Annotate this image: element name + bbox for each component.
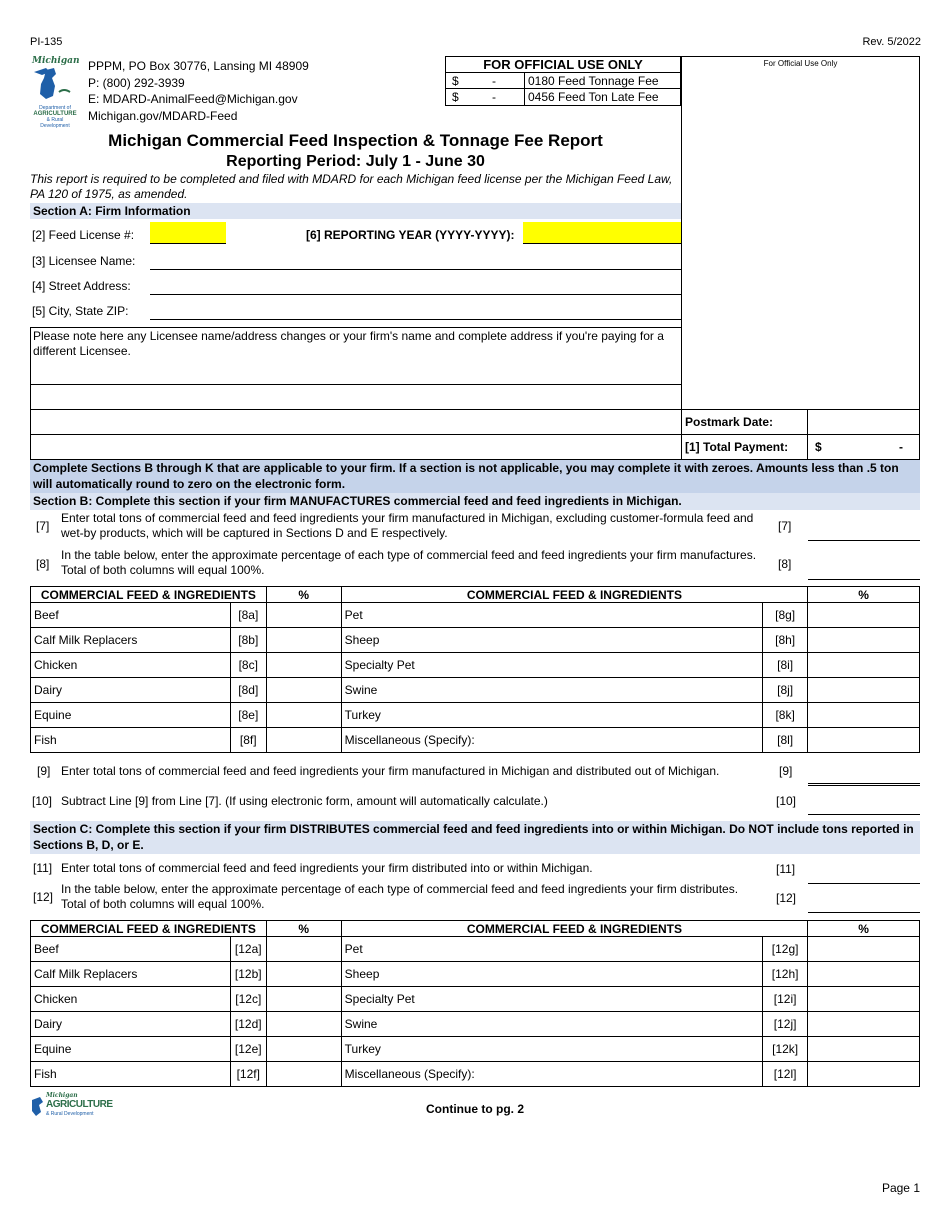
city-state-zip-label: [5] City, State ZIP: [32, 304, 129, 318]
logo-agri-text: AGRICULTURE [33, 111, 77, 117]
line10-text: Subtract Line [9] from Line [7]. (If using electronic form, amount will automatically calculate.) [61, 794, 548, 808]
line-code: [12g] [763, 937, 808, 962]
feed-type: Equine [31, 1037, 231, 1062]
footer-logo-michigan: Michigan [46, 1092, 78, 1099]
intro-text: This report is required to be completed and filed with MDARD for each Michigan feed license per the Michigan Feed Law, PA 120 of 1975, as amended. [30, 172, 673, 201]
line11-code-right: [11] [776, 862, 796, 876]
reporting-year-input[interactable] [523, 222, 681, 244]
line-code: [12e] [230, 1037, 266, 1062]
mdard-logo [32, 56, 80, 129]
line8-code-right: [8] [778, 557, 792, 571]
table-row [31, 1037, 920, 1062]
feed-type: Pet [341, 603, 762, 628]
feed-type: Beef [31, 937, 231, 962]
note-line-2[interactable] [30, 384, 682, 410]
line-code: [8e] [230, 703, 266, 728]
percent-input[interactable] [266, 603, 341, 628]
feed-type: Calf Milk Replacers [31, 628, 231, 653]
line12-code: [12] [33, 890, 54, 904]
logo-rural-text: & Rural Development [40, 117, 70, 129]
feed-type: Swine [341, 678, 762, 703]
official-use-side-label: For Official Use Only [763, 59, 838, 68]
table-row [31, 937, 920, 962]
licensee-name-label: [3] Licensee Name: [32, 254, 136, 268]
line-code: [12a] [230, 937, 266, 962]
col-header-percent: % [266, 921, 341, 937]
feed-type: Fish [31, 1062, 231, 1087]
line-code: [12b] [230, 962, 266, 987]
official-label: 0180 Feed Tonnage Fee [524, 73, 680, 88]
total-payment-field[interactable] [807, 434, 920, 460]
line8-code: [8] [36, 557, 50, 571]
col-header-percent-right: % [808, 921, 920, 937]
line10-code: [10] [32, 794, 53, 808]
line8-text: In the table below, enter the approximate percentage of each type of commercial feed and feed ingredients your firm manufactures. Total of both columns will equal 100%. [61, 548, 757, 577]
postmark-input[interactable] [807, 409, 920, 435]
form-id: PI-135 [30, 36, 63, 48]
line-code: [12f] [230, 1062, 266, 1087]
line11-code: [11] [33, 861, 53, 875]
line-code: [12l] [763, 1062, 808, 1087]
percent-input[interactable] [266, 987, 341, 1012]
percent-input[interactable] [808, 628, 920, 653]
total-dollar-sign: $ [815, 440, 822, 454]
col-header-feed-right: COMMERCIAL FEED & INGREDIENTS [341, 921, 807, 937]
feed-type: Turkey [341, 703, 762, 728]
section-c-title: Section C: Complete this section if your firm DISTRIBUTES commercial feed and feed ingredients into or within Michigan. Do NOT include tons reported in Sections B, D, or E. [30, 821, 920, 854]
line11-input[interactable] [808, 864, 920, 884]
percent-input[interactable] [266, 1037, 341, 1062]
line-code: [8k] [763, 703, 808, 728]
table-row [31, 628, 920, 653]
feed-type: Sheep [341, 962, 762, 987]
official-row-late [446, 89, 680, 105]
footer-logo [30, 1094, 114, 1120]
total-payment-label: [1] Total Payment: [681, 434, 808, 460]
line10-code-right: [10] [776, 794, 797, 808]
percent-input[interactable] [808, 678, 920, 703]
official-use-title: FOR OFFICIAL USE ONLY [446, 57, 680, 73]
line-code: [8a] [230, 603, 266, 628]
page-number: Page 1 [881, 1181, 920, 1195]
line-code: [12i] [763, 987, 808, 1012]
line-code: [12h] [763, 962, 808, 987]
line-code: [8l] [763, 728, 808, 753]
feed-type: Pet [341, 937, 762, 962]
line-code: [8c] [230, 653, 266, 678]
feed-type: Specialty Pet [341, 987, 762, 1012]
feed-type: Dairy [31, 1012, 231, 1037]
feed-type: Swine [341, 1012, 762, 1037]
percent-input[interactable] [266, 678, 341, 703]
percent-input[interactable] [808, 1012, 920, 1037]
feed-type: Equine [31, 703, 231, 728]
line9-input[interactable] [808, 766, 920, 786]
page-title: Michigan Commercial Feed Inspection & Tonnage Fee Report [108, 131, 603, 150]
logo-michigan-text: Michigan [32, 56, 80, 66]
city-state-zip-input[interactable] [150, 302, 681, 320]
footer-logo-rural: & Rural Development [46, 1111, 94, 1117]
website[interactable]: Michigan.gov/MDARD-Feed [88, 108, 238, 123]
feed-type: Fish [31, 728, 231, 753]
percent-input[interactable] [808, 937, 920, 962]
percent-input[interactable] [808, 703, 920, 728]
percent-input[interactable] [266, 1062, 341, 1087]
col-header-feed: COMMERCIAL FEED & INGREDIENTS [31, 921, 267, 937]
feed-type: Miscellaneous (Specify): [341, 1062, 762, 1087]
col-header-feed-right: COMMERCIAL FEED & INGREDIENTS [341, 587, 807, 603]
percent-input[interactable] [266, 962, 341, 987]
table-row [31, 678, 920, 703]
line9-text: Enter total tons of commercial feed and feed ingredients your firm manufactured in Michigan and distributed out of Michigan. [61, 764, 720, 778]
line7-text: Enter total tons of commercial feed and feed ingredients your firm manufactured in Michigan, excluding customer-formula feed and wet-by products, which will be captured in Sections D and E respectively. [61, 511, 754, 540]
table-row [31, 1062, 920, 1087]
table-row [31, 603, 920, 628]
percent-input[interactable] [808, 1062, 920, 1087]
official-label: 0456 Feed Ton Late Fee [524, 89, 680, 105]
official-row-tonnage [446, 73, 680, 89]
percent-input[interactable] [266, 1012, 341, 1037]
table-header [31, 587, 920, 603]
reporting-period: Reporting Period: July 1 - June 30 [226, 153, 485, 170]
table-row [31, 653, 920, 678]
line7-code: [7] [36, 519, 50, 533]
percent-input[interactable] [808, 962, 920, 987]
percent-input[interactable] [808, 653, 920, 678]
feed-type: Chicken [31, 653, 231, 678]
line-code: [8h] [763, 628, 808, 653]
official-use-panel [681, 56, 920, 410]
feed-type: Beef [31, 603, 231, 628]
michigan-map-icon [32, 66, 78, 102]
percent-input[interactable] [266, 937, 341, 962]
line12-input[interactable] [808, 893, 920, 913]
feed-type: Specialty Pet [341, 653, 762, 678]
percent-input[interactable] [266, 653, 341, 678]
continue-note: Continue to pg. 2 [426, 1102, 524, 1116]
feed-type: Sheep [341, 628, 762, 653]
percent-input[interactable] [266, 728, 341, 753]
instructions-banner: Complete Sections B through K that are applicable to your firm. If a section is not applicable, you may complete it with zeroes. Amounts less than .5 ton will automatically round to zero on the electronic form. [30, 460, 920, 493]
table-header [31, 921, 920, 937]
feed-type: Dairy [31, 678, 231, 703]
table-row [31, 1012, 920, 1037]
table-row [31, 703, 920, 728]
revision: Rev. 5/2022 [862, 36, 921, 48]
percent-input[interactable] [808, 603, 920, 628]
line12-code-right: [12] [776, 891, 797, 905]
dollar-sign: $ [452, 90, 459, 104]
address: PPPM, PO Box 30776, Lansing MI 48909 [88, 59, 309, 73]
line-code: [12c] [230, 987, 266, 1012]
percent-input[interactable] [808, 1037, 920, 1062]
official-amount: - [492, 90, 496, 104]
line-code: [8d] [230, 678, 266, 703]
col-header-percent: % [266, 587, 341, 603]
feed-type: Chicken [31, 987, 231, 1012]
dollar-sign: $ [452, 74, 459, 88]
logo-dept-text: Department of [39, 105, 71, 111]
table-row [31, 962, 920, 987]
percent-input[interactable] [808, 728, 920, 753]
line7-input[interactable] [808, 521, 920, 541]
line7-code-right: [7] [778, 519, 792, 533]
percent-input[interactable] [266, 628, 341, 653]
line10-output [808, 795, 920, 815]
feed-type: Calf Milk Replacers [31, 962, 231, 987]
line8-input[interactable] [808, 560, 920, 580]
licensee-name-input[interactable] [150, 252, 681, 270]
official-use-box [445, 56, 681, 106]
phone: P: (800) 292-3939 [88, 75, 185, 90]
line-code: [8f] [230, 728, 266, 753]
line-code: [12j] [763, 1012, 808, 1037]
line-code: [8g] [763, 603, 808, 628]
line12-text: In the table below, enter the approximate percentage of each type of commercial feed and feed ingredients your firm distributes. Total of both columns will equal 100%. [61, 882, 739, 911]
footer-logo-agri: AGRICULTURE [46, 1099, 113, 1110]
feed-type: Turkey [341, 1037, 762, 1062]
section-c-table [30, 920, 920, 1087]
table-row [31, 728, 920, 753]
name-change-note-text: Please note here any Licensee name/address changes or your firm's name and complete address if you're paying for a different Licensee. [33, 329, 664, 358]
total-payment-value: - [899, 440, 903, 454]
col-header-feed: COMMERCIAL FEED & INGREDIENTS [31, 587, 267, 603]
reporting-year-label: [6] REPORTING YEAR (YYYY-YYYY): [306, 228, 515, 242]
note-line-3[interactable] [30, 409, 682, 435]
line-code: [8j] [763, 678, 808, 703]
street-address-label: [4] Street Address: [32, 279, 131, 293]
street-address-input[interactable] [150, 277, 681, 295]
line-code: [8b] [230, 628, 266, 653]
contact-block [88, 58, 309, 124]
percent-input[interactable] [266, 703, 341, 728]
col-header-percent-right: % [808, 587, 920, 603]
line9-code-right: [9] [779, 764, 793, 778]
name-change-note-box[interactable] [30, 327, 682, 385]
line-code: [12d] [230, 1012, 266, 1037]
feed-license-input[interactable] [150, 222, 226, 244]
line11-text: Enter total tons of commercial feed and feed ingredients your firm distributed into or within Michigan. [61, 861, 593, 875]
section-a-title: Section A: Firm Information [30, 203, 681, 219]
section-b-table [30, 586, 920, 753]
note-line-4[interactable] [30, 434, 682, 460]
postmark-label: Postmark Date: [681, 409, 808, 435]
feed-license-label: [2] Feed License #: [32, 228, 135, 242]
email[interactable]: E: MDARD-AnimalFeed@Michigan.gov [88, 92, 298, 106]
line-code: [8i] [763, 653, 808, 678]
official-amount: - [492, 74, 496, 88]
table-row [31, 987, 920, 1012]
line-code: [12k] [763, 1037, 808, 1062]
percent-input[interactable] [808, 987, 920, 1012]
line9-code: [9] [37, 764, 51, 778]
section-b-title: Section B: Complete this section if your firm MANUFACTURES commercial feed and feed ingredients in Michigan. [30, 493, 920, 510]
feed-type: Miscellaneous (Specify): [341, 728, 762, 753]
